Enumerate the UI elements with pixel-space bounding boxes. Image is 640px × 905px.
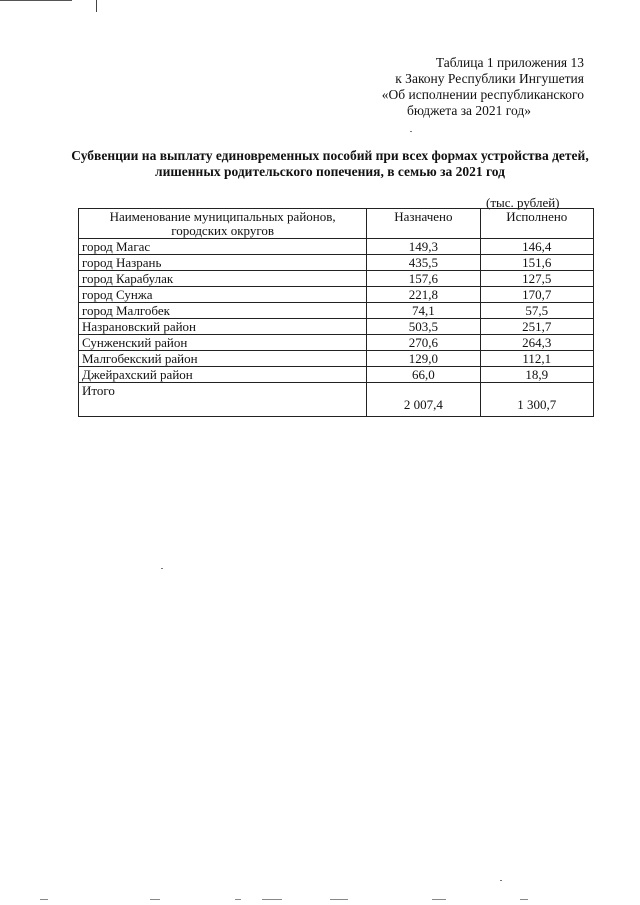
row-executed: 251,7 <box>480 319 594 335</box>
annex-line-1: Таблица 1 приложения 13 <box>435 55 584 70</box>
table-total-row <box>79 383 594 417</box>
table-row <box>79 255 594 271</box>
row-executed: 264,3 <box>480 335 594 351</box>
row-name: Назрановский район <box>79 319 367 335</box>
row-planned: 66,0 <box>367 367 480 383</box>
row-planned: 74,1 <box>367 303 480 319</box>
scan-artifact-tick <box>96 0 97 12</box>
title-line-2: лишенных родительского попечения, в семью за 2021 год <box>155 164 505 179</box>
row-executed: 146,4 <box>480 239 594 255</box>
row-planned: 435,5 <box>367 255 480 271</box>
row-executed: 170,7 <box>480 287 594 303</box>
row-name: город Назрань <box>79 255 367 271</box>
table-row <box>79 351 594 367</box>
row-planned: 270,6 <box>367 335 480 351</box>
scan-speck <box>410 131 412 132</box>
table-row <box>79 303 594 319</box>
row-planned: 503,5 <box>367 319 480 335</box>
document-title <box>60 148 600 180</box>
row-executed: 112,1 <box>480 351 594 367</box>
row-name: Малгобекский район <box>79 351 367 367</box>
row-planned: 129,0 <box>367 351 480 367</box>
annex-reference <box>324 55 584 119</box>
header-name: Наименование муниципальных районов, городских округов <box>79 209 367 239</box>
row-planned: 149,3 <box>367 239 480 255</box>
annex-line-3: «Об исполнении республиканского <box>381 87 584 102</box>
table-row <box>79 287 594 303</box>
table-header-row <box>79 209 594 239</box>
scan-artifact-bottom <box>0 899 640 901</box>
scan-speck <box>161 568 163 569</box>
row-planned: 221,8 <box>367 287 480 303</box>
annex-line-2: к Закону Республики Ингушетия <box>395 71 584 86</box>
row-executed: 57,5 <box>480 303 594 319</box>
row-executed: 127,5 <box>480 271 594 287</box>
table-row <box>79 367 594 383</box>
header-planned: Назначено <box>367 209 480 239</box>
row-executed: 18,9 <box>480 367 594 383</box>
row-planned: 157,6 <box>367 271 480 287</box>
row-name: Джейрахский район <box>79 367 367 383</box>
row-executed: 151,6 <box>480 255 594 271</box>
subvention-table <box>78 208 594 417</box>
table-row <box>79 319 594 335</box>
table-row <box>79 239 594 255</box>
row-name: Сунженский район <box>79 335 367 351</box>
table-row <box>79 271 594 287</box>
header-executed: Исполнено <box>480 209 594 239</box>
row-name: город Малгобек <box>79 303 367 319</box>
table-row <box>79 335 594 351</box>
row-name: город Карабулак <box>79 271 367 287</box>
row-name: город Магас <box>79 239 367 255</box>
total-planned: 2 007,4 <box>367 383 480 417</box>
total-executed: 1 300,7 <box>480 383 594 417</box>
row-name: город Сунжа <box>79 287 367 303</box>
title-line-1: Субвенции на выплату единовременных пособий при всех формах устройства детей, <box>71 148 589 163</box>
annex-line-4: бюджета за 2021 год» <box>407 103 531 118</box>
units-label: (тыс. рублей) <box>486 195 560 210</box>
scan-speck <box>500 880 502 881</box>
scan-artifact-line <box>0 0 72 1</box>
total-label: Итого <box>79 383 367 417</box>
